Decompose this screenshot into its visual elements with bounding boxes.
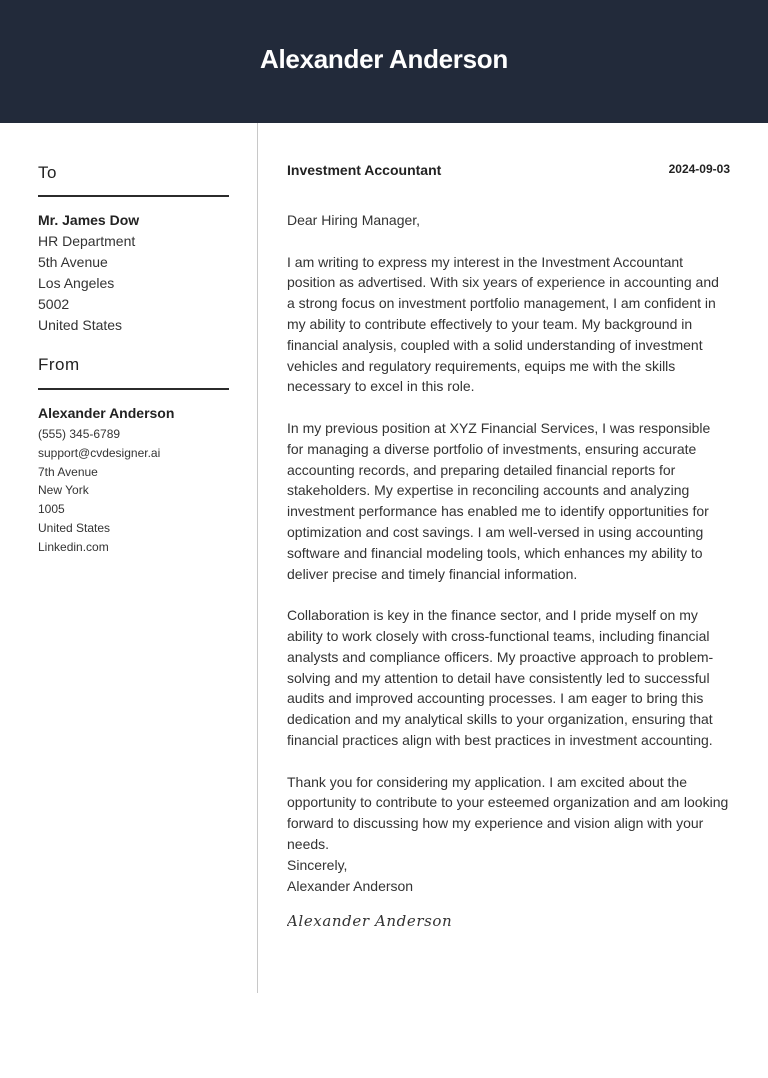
signer-name: Alexander Anderson: [287, 878, 414, 894]
closing-block: [287, 855, 413, 897]
letter-text: [287, 210, 730, 876]
paragraph-intro: I am writing to express my interest in the Investment Accountant position as advertised. With six years of experience in accounting and a strong focus on investment portfolio management, I am confident in my ability to contribute effectively to your team. My background in financial analysis, coupled with a solid understanding of investment vehicles and regulatory requirements, equips me with the skills necessary to excel in this role.: [287, 253, 719, 395]
paragraph-experience: In my previous position at XYZ Financial Services, I was responsible for managing a diverse portfolio of investments, ensuring accurate accounting records, and preparing detailed financial reports for stakeholders. My expertise in reconciling accounts and analyzing investment performance has enabled me to identify opportunities for optimization and cost savings. I am well-versed in using accounting software and financial modeling tools, which enhances my ability to deliver precise and timely financial information.: [287, 419, 711, 582]
sender-name: Alexander Anderson: [38, 405, 175, 421]
handwritten-signature: [287, 906, 467, 936]
from-section-rule: [38, 388, 229, 390]
closing-phrase: Sincerely,: [287, 857, 348, 873]
sender-postal-code: 1005: [38, 502, 65, 517]
paragraph-closing: Thank you for considering my application. I am excited about the opportunity to contribute to your esteemed organization and am looking forward to discussing how my experience and vision align with your needs.: [287, 773, 729, 852]
recipient-name: Mr. James Dow: [38, 212, 140, 228]
letter-date: 2024-09-03: [668, 162, 730, 176]
sender-contact: [38, 404, 229, 557]
applicant-name: Alexander Anderson: [260, 44, 508, 74]
signature-text: Alexander Anderson: [287, 912, 453, 930]
to-section-rule: [38, 195, 229, 197]
paragraph-collaboration: Collaboration is key in the finance sector, and I pride myself on my ability to work closely with cross-functional teams, including financial analysts and compliance officers. My proactive approach to problem-solving and my attention to detail have consistently led to successful audits and improved accounting processes. I am eager to bring this dedication and my analytical skills to your organization, ensuring that financial practices align with best practices in investment accounting.: [287, 607, 714, 748]
recipient-street: 5th Avenue: [38, 254, 108, 270]
sender-city: New York: [38, 483, 89, 498]
recipient-country: United States: [38, 317, 123, 333]
recipient-department: HR Department: [38, 233, 136, 249]
sender-email: support@cvdesigner.ai: [38, 445, 161, 460]
sender-street: 7th Avenue: [38, 464, 98, 479]
recipient-city: Los Angeles: [38, 275, 115, 291]
recipient-address: [38, 210, 229, 336]
header-banner: [0, 0, 768, 123]
to-section-title: To: [38, 163, 57, 182]
salutation: Dear Hiring Manager,: [287, 212, 421, 228]
sender-phone: (555) 345-6789: [38, 427, 121, 441]
from-section-title: From: [38, 355, 80, 374]
sender-country: United States: [38, 520, 111, 535]
job-title: Investment Accountant: [287, 162, 442, 178]
sender-website: Linkedin.com: [38, 539, 109, 554]
recipient-postal-code: 5002: [38, 296, 70, 312]
column-divider: [257, 123, 258, 993]
